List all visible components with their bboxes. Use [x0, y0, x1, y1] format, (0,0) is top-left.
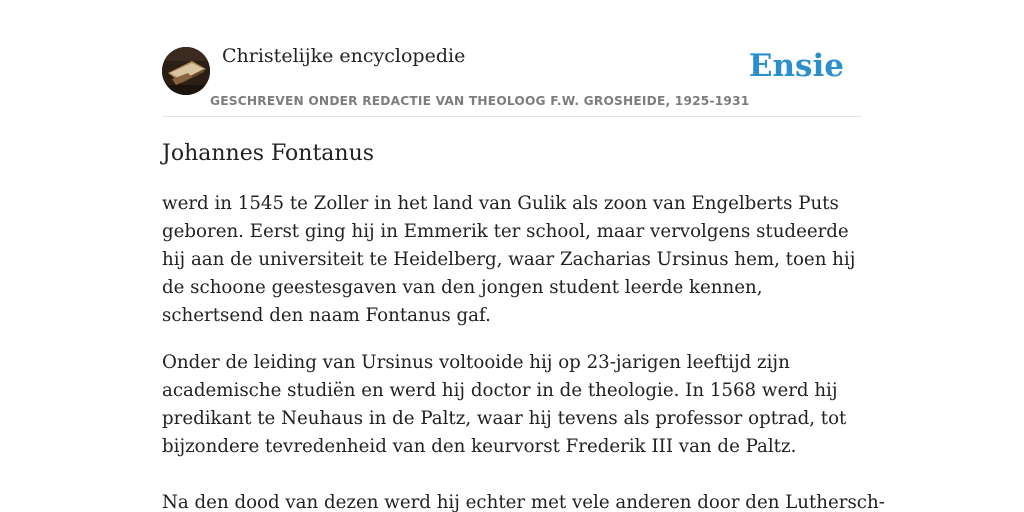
- article: [162, 138, 885, 512]
- site-title[interactable]: Christelijke encyclopedie: [222, 45, 466, 67]
- book-photo-icon[interactable]: [162, 47, 210, 95]
- site-subtitle: GESCHREVEN ONDER REDACTIE VAN THEOLOOG F.W. GROSHEIDE, 1925-1931: [210, 94, 750, 108]
- site-header: [162, 44, 862, 117]
- article-paragraph: Onder de leiding van Ursinus voltooide hij op 23-jarigen leeftijd zijn academische studiën en werd hij doctor in de theologie. In 1568 werd hij predikant te Neuhaus in de Paltz, waar hij tevens als professor optrad, tot bijzondere tevredenheid van den keurvorst Frederik III van de Paltz.: [162, 352, 847, 457]
- brand-logo[interactable]: Ensie: [748, 48, 844, 84]
- article-title: Johannes Fontanus: [162, 141, 375, 166]
- article-paragraph: Na den dood van dezen werd hij echter met vele anderen door den Luthersch-: [162, 492, 885, 512]
- article-paragraph: werd in 1545 te Zoller in het land van Gulik als zoon van Engelberts Puts geboren. Eerst ging hij in Emmerik ter school, maar vervolgens studeerde hij aan de universiteit te Heidelberg, waar Zacharias Ursinus hem, toen hij de schoone geestesgaven van den jongen student leerde kennen, schertsend den naam Fontanus gaf.: [162, 193, 856, 326]
